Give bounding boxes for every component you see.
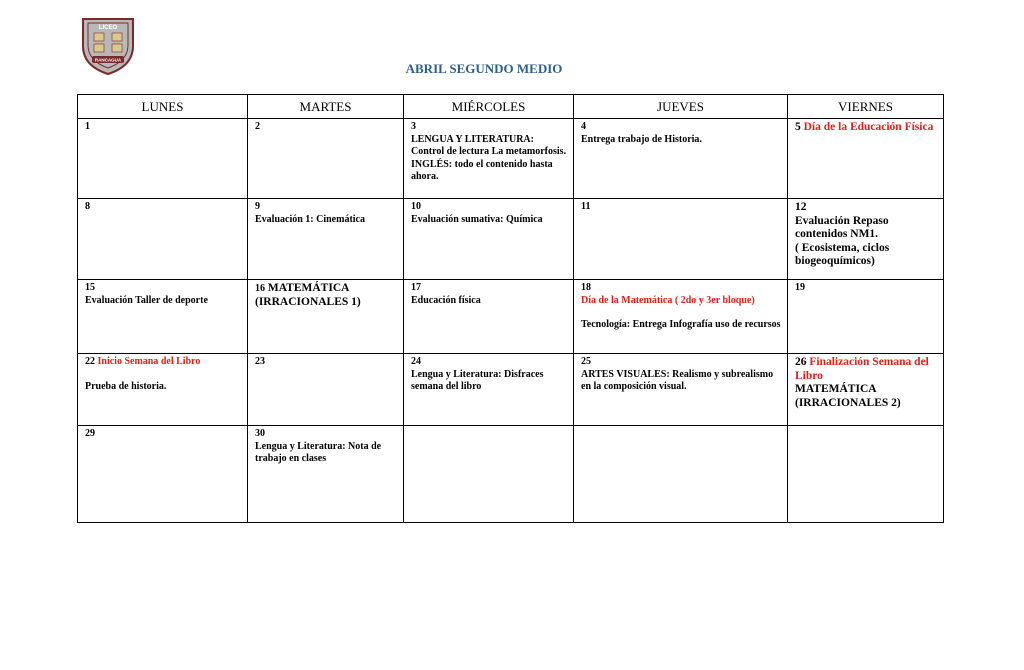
day-number: 25: [581, 356, 591, 367]
event-text: Lengua y Literatura: Disfraces semana del libro: [411, 368, 544, 392]
day-cell: [404, 199, 574, 280]
event-text: Educación física: [411, 294, 481, 306]
logo-text-bottom: RANCAGUA: [94, 57, 122, 63]
day-cell: [404, 354, 574, 426]
header-lunes: LUNES: [78, 95, 248, 119]
day-number: 1: [85, 121, 90, 132]
day-number: 17: [411, 282, 421, 293]
day-number: 5: [795, 121, 801, 133]
header-viernes: VIERNES: [788, 95, 944, 119]
week-row: [78, 119, 944, 199]
logo-text-top: LICEO: [98, 25, 118, 31]
event-text: ARTES VISUALES: Realismo y subrealismo en la composición visual.: [581, 368, 774, 392]
day-number: 19: [795, 282, 805, 293]
day-number: 4: [581, 121, 586, 132]
day-number: 3: [411, 121, 416, 132]
day-cell: [78, 199, 248, 280]
day-number: 15: [85, 282, 95, 293]
day-number: 23: [255, 356, 265, 367]
day-cell: [78, 354, 248, 426]
day-number: 22: [85, 356, 95, 367]
day-cell: [248, 280, 404, 354]
day-number: 26: [795, 356, 807, 368]
event-text: MATEMÁTICA (IRRACIONALES 2): [795, 383, 901, 409]
day-cell: [788, 280, 944, 354]
day-number: 8: [85, 201, 90, 212]
day-number: 9: [255, 201, 260, 212]
day-number: 18: [581, 282, 591, 293]
day-cell: [788, 199, 944, 280]
day-cell-empty: [574, 426, 788, 523]
week-row: [78, 280, 944, 354]
day-cell-empty: [788, 426, 944, 523]
day-cell-empty: [404, 426, 574, 523]
day-cell: [788, 119, 944, 199]
event-text: INGLÉS: todo el contenido hasta ahora.: [411, 158, 553, 182]
day-number: 12: [795, 201, 807, 213]
day-cell: [248, 119, 404, 199]
week-row: [78, 354, 944, 426]
event-text: Evaluación Taller de deporte: [85, 294, 208, 306]
event-text: Entrega trabajo de Historia.: [581, 133, 702, 145]
day-cell: [574, 199, 788, 280]
week-row: [78, 426, 944, 523]
event-text: Evaluación Repaso contenidos NM1.: [795, 214, 889, 240]
week-row: [78, 199, 944, 280]
page-title: [0, 61, 968, 77]
day-number: 30: [255, 428, 265, 439]
day-number: 11: [581, 201, 591, 212]
calendar-header-row: [78, 95, 944, 119]
day-cell: [78, 280, 248, 354]
header-miercoles: MIÉRCOLES: [404, 95, 574, 119]
calendar-table: [77, 94, 944, 523]
event-text: LENGUA Y LITERATURA: Control de lectura La metamorfosis.: [411, 133, 567, 157]
event-text: Evaluación 1: Cinemática: [255, 213, 365, 225]
day-cell: [404, 280, 574, 354]
event-text: MATEMÁTICA (IRRACIONALES 1): [255, 282, 361, 308]
day-number: 10: [411, 201, 421, 212]
day-number: 29: [85, 428, 95, 439]
event-text: Prueba de historia.: [85, 380, 167, 392]
header-martes: MARTES: [248, 95, 404, 119]
event-highlight: Día de la Educación Física: [803, 121, 934, 133]
event-text: Evaluación sumativa: Química: [411, 213, 543, 225]
header-jueves: JUEVES: [574, 95, 788, 119]
day-cell: [574, 280, 788, 354]
day-cell: [404, 119, 574, 199]
event-highlight: Día de la Matemática ( 2do y 3er bloque): [581, 294, 755, 306]
day-cell: [574, 119, 788, 199]
day-number: 16: [255, 283, 265, 294]
event-text: ( Ecosistema, ciclos biogeoquímicos): [795, 241, 890, 267]
event-text: Tecnología: Entrega Infografía uso de recursos: [581, 319, 781, 330]
page-title-text: ABRIL SEGUNDO MEDIO: [405, 61, 563, 76]
day-cell: [788, 354, 944, 426]
event-text: Lengua y Literatura: Nota de trabajo en clases: [255, 440, 382, 464]
day-cell: [78, 426, 248, 523]
day-cell: [248, 354, 404, 426]
day-number: 2: [255, 121, 260, 132]
day-cell: [78, 119, 248, 199]
day-number: 24: [411, 356, 421, 367]
day-cell: [248, 426, 404, 523]
day-cell: [574, 354, 788, 426]
event-highlight: Inicio Semana del Libro: [97, 356, 201, 367]
day-cell: [248, 199, 404, 280]
event-highlight: Finalización Semana del Libro: [795, 356, 929, 382]
